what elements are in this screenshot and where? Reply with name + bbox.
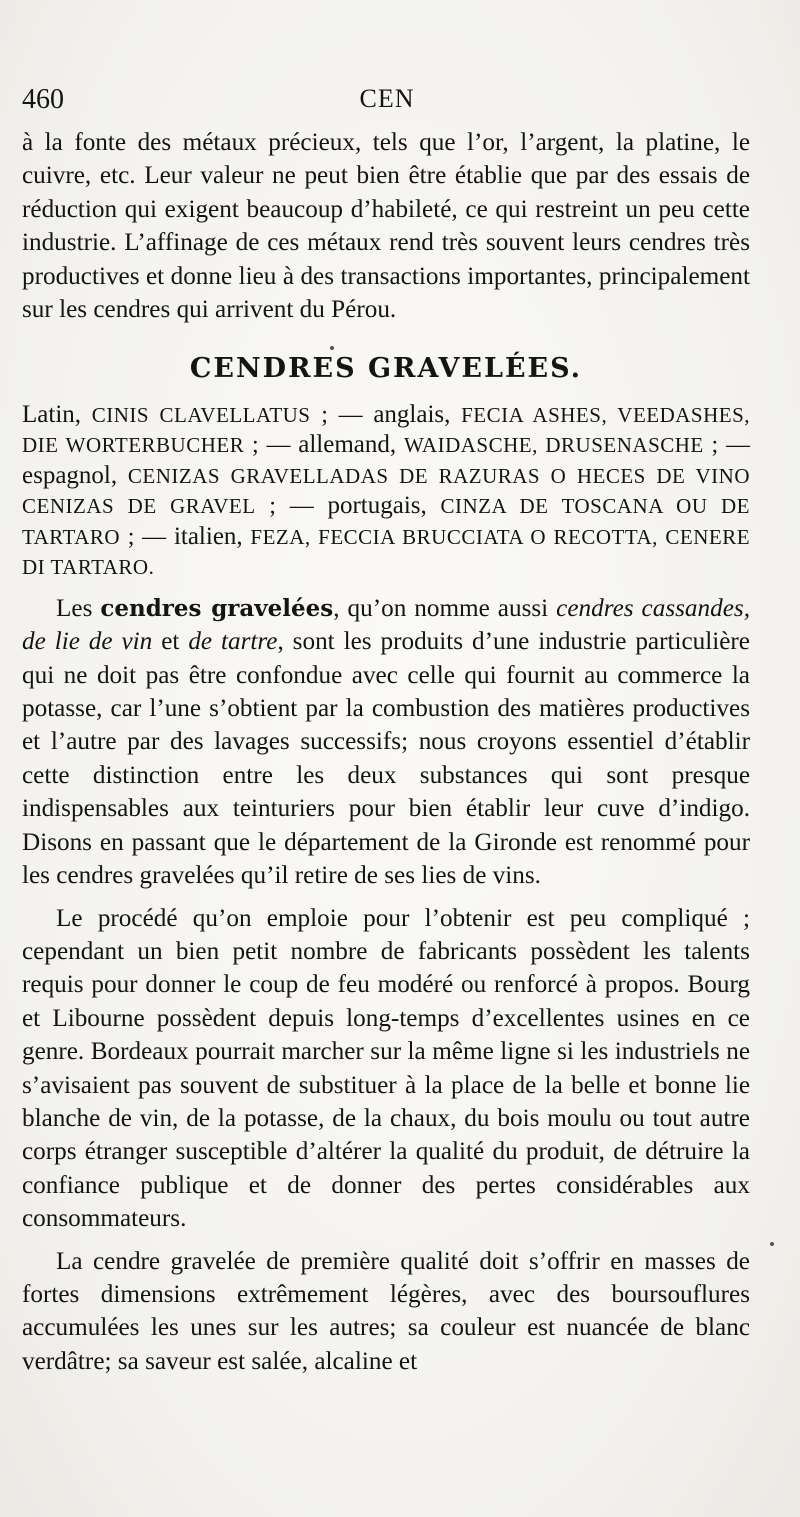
running-head: CEN (359, 84, 415, 113)
term-anglais: FECIA ASHES, VEEDASHES, DIE WORTERBUCHER (22, 402, 751, 458)
section-heading: CENDRES GRAVELÉES. (189, 353, 583, 385)
speck (770, 1242, 774, 1246)
page-number: 460 (22, 84, 64, 115)
term-portugais: CINZA DE TOSCANA OU DE TARTARO (22, 494, 750, 549)
separator: ; — (255, 493, 328, 520)
separator: ; — (120, 523, 174, 550)
paragraph-quality: La cendre gravelée de première qualité doit s’offrir en masses de fortes dimensions extrêmement légères, avec des boursouflures accumulées les unes sur les autres; sa couleur est nuancée de blanc verdâtre; sa saveur est salée, alcaline et (22, 1247, 750, 1375)
bold-term: cendres gravelées (100, 594, 334, 622)
term-allemand: WAIDASCHE, DRUSENASCHE (403, 433, 704, 458)
intro-paragraph: à la fonte des métaux précieux, tels que l’or, l’argent, la platine, le cuivre, etc. Leur valeur ne peut bien être établie que par des essais de réduction qui exigent beaucoup d’habileté, ce qui restreint un peu cette industrie. L’affinage de ces métaux rend très souvent leurs cendres très productives et donne lieu à des transactions importantes, principalement sur les cendres qui arrivent du Pérou. (22, 129, 750, 324)
lang-label-anglais: anglais, (373, 400, 451, 428)
italic-term-1: cendres cassandes, de lie de vin (22, 594, 750, 656)
para1-start: Les (56, 594, 101, 622)
lang-label-italien: italien, (173, 522, 243, 550)
page-header (22, 84, 752, 124)
term-latin: CINIS CLAVELLATUS (91, 402, 311, 427)
para1-mid1: , qu’on nomme aussi (333, 594, 557, 622)
para1-rest: , sont les produits d’une industrie particulière qui ne doit pas être confondue avec celle qui fournit au commerce la potasse, car l’une s’obtient par la combustion des matières productives et l’autre par des lavages successifs; nous croyons essentiel d’établir cette distinction entre les deux substances qui sont presque indispensables aux teinturiers pour bien établir leur cuve d’indigo. Disons en passant que le département de la Gironde est renommé pour les cendres gravelées qu’il retire de ses lies de vins. (22, 628, 750, 890)
synonyms-paragraph (22, 400, 750, 583)
para1-mid2: et (152, 628, 189, 656)
separator: ; — (244, 432, 299, 459)
lang-label-latin: Latin, (22, 400, 82, 428)
page-body (22, 126, 750, 1378)
lang-label-espagnol: espagnol, (22, 461, 118, 489)
speck (330, 346, 334, 350)
paragraph-definition (22, 592, 750, 893)
term-espagnol: CENIZAS GRAVELLADAS DE RAZURAS O HECES DE VINO CENIZAS DE GRAVEL (22, 463, 750, 519)
paragraph-procedure: Le procédé qu’on emploie pour l’obtenir est peu compliqué ; cependant un bien petit nombre de fabricants possèdent les talents requis pour donner le coup de feu modéré ou renforcé à propos. Bourg et Libourne possèdent depuis long-temps d’excellentes usines en ce genre. Bordeaux pourrait marcher sur la même ligne si les industriels ne s’avisaient pas souvent de substituer à la place de la belle et bonne lie blanche de vin, de la potasse, de la chaux, du bois moulu ou tout autre corps étranger susceptible d’altérer la qualité du produit, de détruire la confiance publique et de donner des pertes considérables aux consommateurs. (22, 904, 750, 1233)
separator: ; — (310, 401, 374, 428)
italic-term-2: de tartre (188, 628, 278, 656)
term-italien: FEZA, FECCIA BRUCCIATA O RECOTTA, CENERE DI TARTARO. (22, 524, 751, 580)
separator: ; — (703, 432, 750, 459)
lang-label-allemand: allemand, (298, 431, 397, 459)
lang-label-portugais: portugais, (327, 492, 427, 520)
